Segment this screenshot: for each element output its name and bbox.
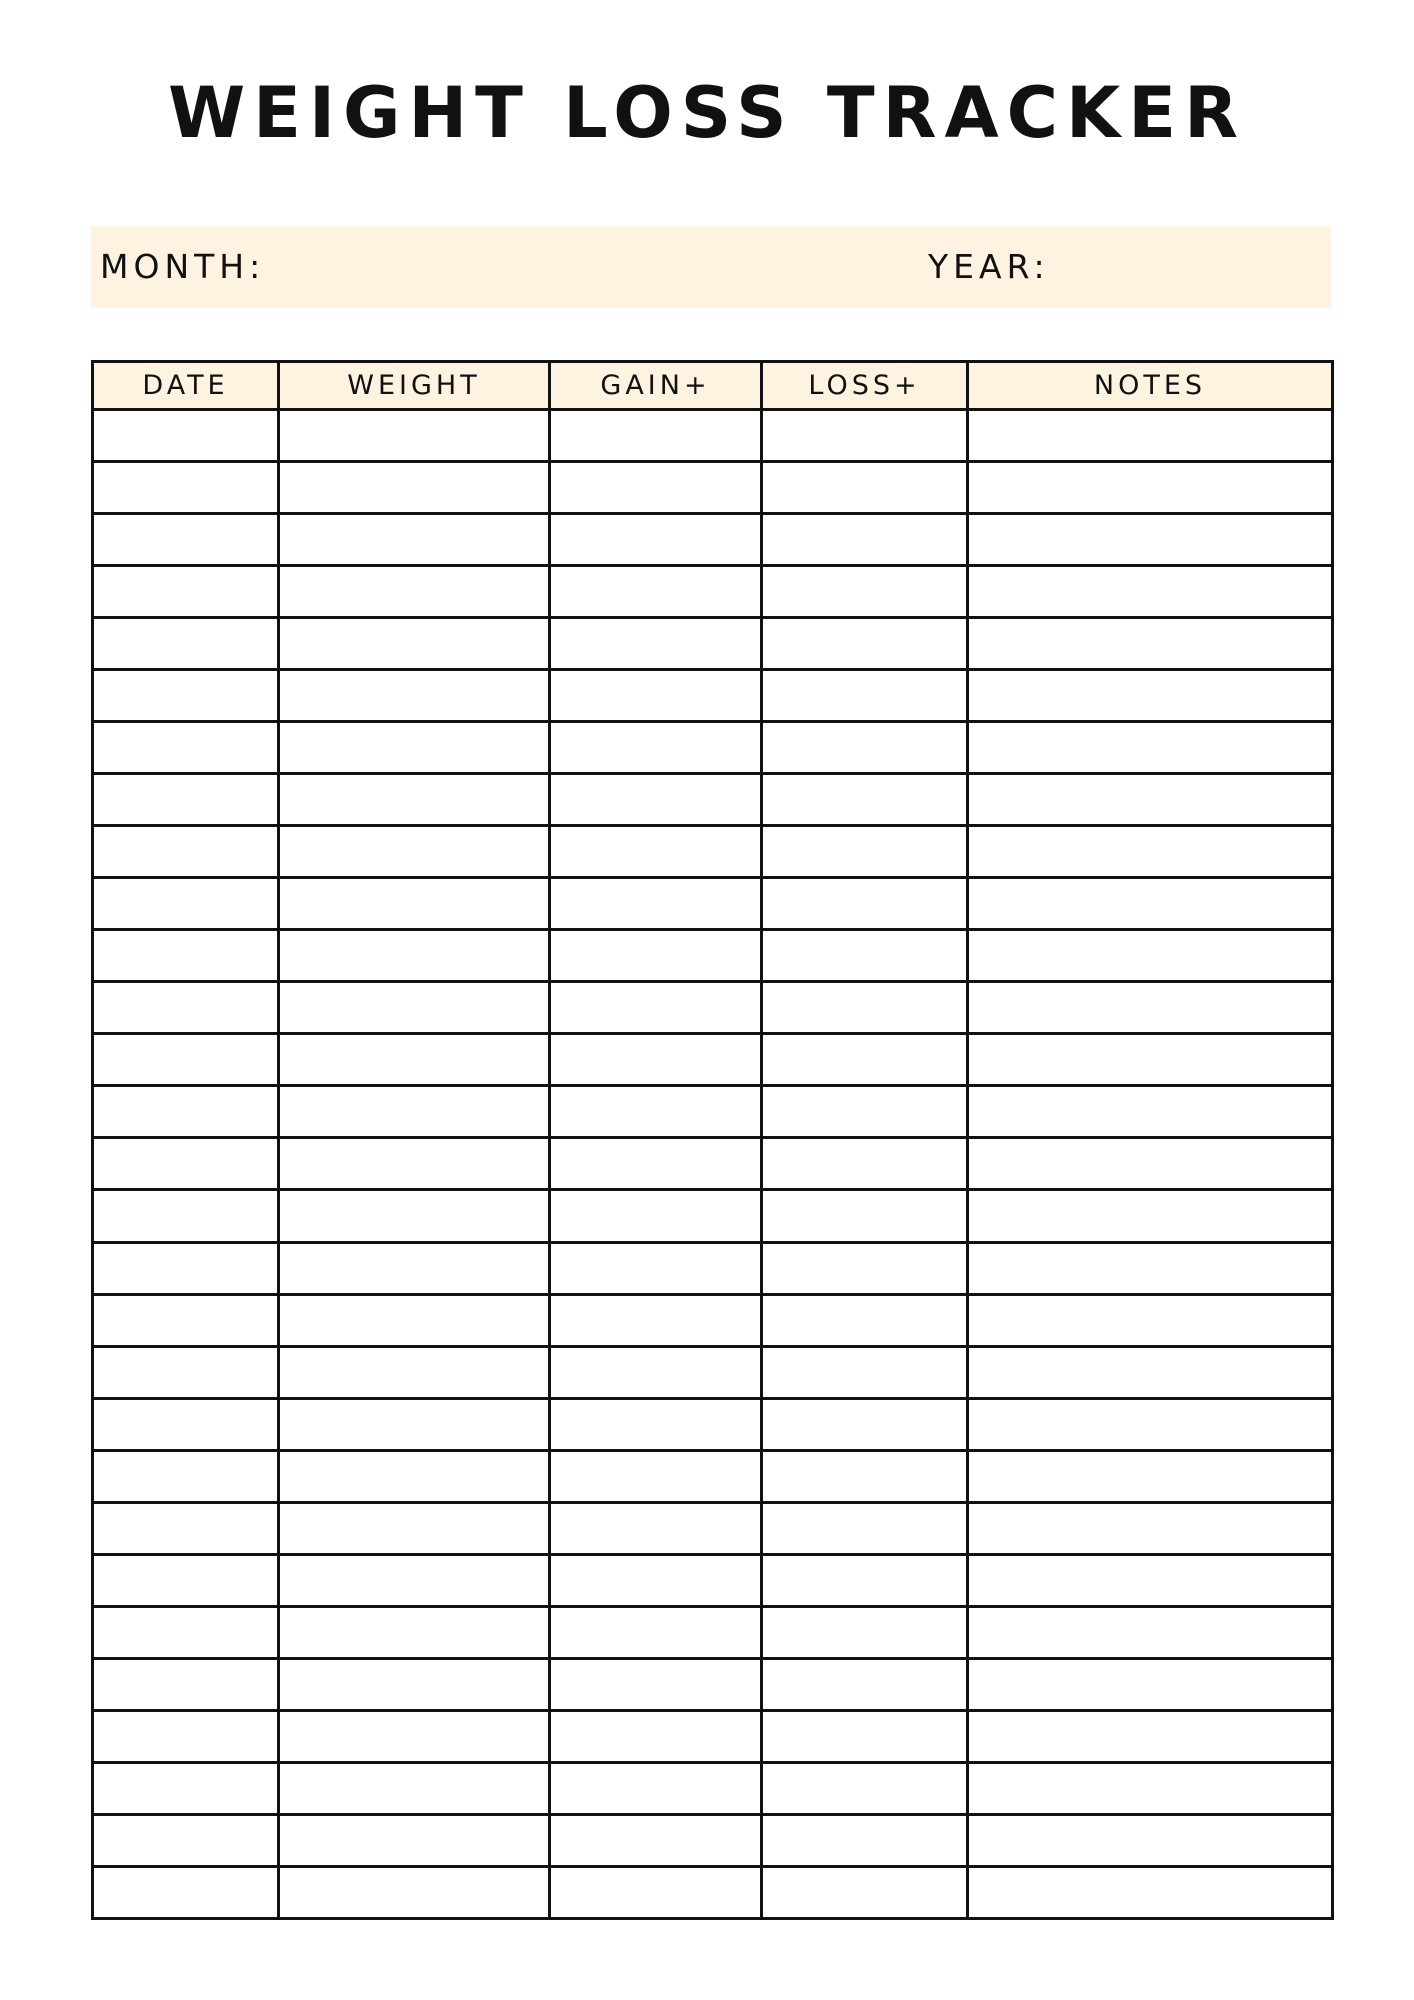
column-header-notes: NOTES	[968, 362, 1333, 410]
table-row	[93, 826, 1333, 878]
table-row	[93, 618, 1333, 670]
gain-cell[interactable]	[550, 878, 762, 930]
loss-cell[interactable]	[762, 1450, 968, 1502]
date-cell[interactable]	[93, 930, 279, 982]
table-row	[93, 1086, 1333, 1138]
date-cell[interactable]	[93, 1242, 279, 1294]
table-row	[93, 1502, 1333, 1554]
notes-cell[interactable]	[968, 1034, 1333, 1086]
gain-cell[interactable]	[550, 774, 762, 826]
table-row	[93, 1658, 1333, 1710]
loss-cell[interactable]	[762, 566, 968, 618]
notes-cell[interactable]	[968, 1450, 1333, 1502]
date-cell[interactable]	[93, 1450, 279, 1502]
gain-cell[interactable]	[550, 826, 762, 878]
table-row	[93, 1190, 1333, 1242]
gain-cell[interactable]	[550, 670, 762, 722]
loss-cell[interactable]	[762, 618, 968, 670]
loss-cell[interactable]	[762, 982, 968, 1034]
column-header-gain: GAIN+	[550, 362, 762, 410]
weight-cell[interactable]	[279, 722, 550, 774]
date-cell[interactable]	[93, 1866, 279, 1918]
weight-cell[interactable]	[279, 1138, 550, 1190]
table-row	[93, 1346, 1333, 1398]
gain-cell[interactable]	[550, 1762, 762, 1814]
weight-cell[interactable]	[279, 1398, 550, 1450]
gain-cell[interactable]	[550, 1242, 762, 1294]
notes-cell[interactable]	[968, 1710, 1333, 1762]
table-row	[93, 982, 1333, 1034]
table-row	[93, 1866, 1333, 1918]
date-cell[interactable]	[93, 1034, 279, 1086]
notes-cell[interactable]	[968, 878, 1333, 930]
weight-cell[interactable]	[279, 1190, 550, 1242]
notes-cell[interactable]	[968, 1242, 1333, 1294]
loss-cell[interactable]	[762, 774, 968, 826]
notes-cell[interactable]	[968, 618, 1333, 670]
gain-cell[interactable]	[550, 1502, 762, 1554]
notes-cell[interactable]	[968, 1814, 1333, 1866]
weight-cell[interactable]	[279, 1502, 550, 1554]
notes-cell[interactable]	[968, 1866, 1333, 1918]
gain-cell[interactable]	[550, 1450, 762, 1502]
notes-cell[interactable]	[968, 722, 1333, 774]
date-cell[interactable]	[93, 774, 279, 826]
weight-cell[interactable]	[279, 566, 550, 618]
loss-cell[interactable]	[762, 1814, 968, 1866]
notes-cell[interactable]	[968, 1554, 1333, 1606]
loss-cell[interactable]	[762, 1034, 968, 1086]
gain-cell[interactable]	[550, 1294, 762, 1346]
weight-cell[interactable]	[279, 1294, 550, 1346]
date-cell[interactable]	[93, 826, 279, 878]
date-cell[interactable]	[93, 618, 279, 670]
gain-cell[interactable]	[550, 462, 762, 514]
loss-cell[interactable]	[762, 514, 968, 566]
loss-cell[interactable]	[762, 1346, 968, 1398]
table-row	[93, 670, 1333, 722]
weight-cell[interactable]	[279, 1242, 550, 1294]
gain-cell[interactable]	[550, 1190, 762, 1242]
gain-cell[interactable]	[550, 982, 762, 1034]
date-cell[interactable]	[93, 462, 279, 514]
gain-cell[interactable]	[550, 1034, 762, 1086]
table-row	[93, 1606, 1333, 1658]
table-row	[93, 1450, 1333, 1502]
table-row	[93, 410, 1333, 462]
weight-cell[interactable]	[279, 774, 550, 826]
loss-cell[interactable]	[762, 1294, 968, 1346]
table-row	[93, 566, 1333, 618]
gain-cell[interactable]	[550, 1606, 762, 1658]
notes-cell[interactable]	[968, 1606, 1333, 1658]
weight-cell[interactable]	[279, 1450, 550, 1502]
page-title: WEIGHT LOSS TRACKER	[167, 72, 1247, 154]
notes-cell[interactable]	[968, 1190, 1333, 1242]
loss-cell[interactable]	[762, 1762, 968, 1814]
notes-cell[interactable]	[968, 1346, 1333, 1398]
date-cell[interactable]	[93, 1086, 279, 1138]
loss-cell[interactable]	[762, 1502, 968, 1554]
weight-cell[interactable]	[279, 618, 550, 670]
date-cell[interactable]	[93, 1554, 279, 1606]
weight-cell[interactable]	[279, 1034, 550, 1086]
gain-cell[interactable]	[550, 514, 762, 566]
notes-cell[interactable]	[968, 1658, 1333, 1710]
table-row	[93, 930, 1333, 982]
notes-cell[interactable]	[968, 826, 1333, 878]
weight-cell[interactable]	[279, 1710, 550, 1762]
weight-cell[interactable]	[279, 1814, 550, 1866]
date-cell[interactable]	[93, 1502, 279, 1554]
gain-cell[interactable]	[550, 566, 762, 618]
notes-cell[interactable]	[968, 1502, 1333, 1554]
column-header-date: DATE	[93, 362, 279, 410]
gain-cell[interactable]	[550, 1710, 762, 1762]
weight-cell[interactable]	[279, 1762, 550, 1814]
table-row	[93, 1814, 1333, 1866]
date-cell[interactable]	[93, 1658, 279, 1710]
loss-cell[interactable]	[762, 670, 968, 722]
gain-cell[interactable]	[550, 618, 762, 670]
gain-cell[interactable]	[550, 1346, 762, 1398]
table-row	[93, 722, 1333, 774]
gain-cell[interactable]	[550, 930, 762, 982]
table-row	[93, 1138, 1333, 1190]
date-cell[interactable]	[93, 722, 279, 774]
weight-cell[interactable]	[279, 1658, 550, 1710]
notes-cell[interactable]	[968, 410, 1333, 462]
notes-cell[interactable]	[968, 514, 1333, 566]
date-cell[interactable]	[93, 566, 279, 618]
weight-cell[interactable]	[279, 462, 550, 514]
weight-log-table	[91, 360, 1334, 1920]
notes-cell[interactable]	[968, 462, 1333, 514]
column-header-weight: WEIGHT	[279, 362, 550, 410]
date-cell[interactable]	[93, 1710, 279, 1762]
date-cell[interactable]	[93, 1762, 279, 1814]
gain-cell[interactable]	[550, 1554, 762, 1606]
table-row	[93, 1762, 1333, 1814]
table-row	[93, 462, 1333, 514]
table-row	[93, 1034, 1333, 1086]
date-cell[interactable]	[93, 1346, 279, 1398]
notes-cell[interactable]	[968, 1762, 1333, 1814]
weight-cell[interactable]	[279, 514, 550, 566]
table-row	[93, 774, 1333, 826]
date-cell[interactable]	[93, 1190, 279, 1242]
loss-cell[interactable]	[762, 1554, 968, 1606]
weight-cell[interactable]	[279, 982, 550, 1034]
loss-cell[interactable]	[762, 462, 968, 514]
loss-cell[interactable]	[762, 878, 968, 930]
loss-cell[interactable]	[762, 1138, 968, 1190]
table-row	[93, 514, 1333, 566]
loss-cell[interactable]	[762, 930, 968, 982]
month-year-bar	[91, 226, 1331, 308]
gain-cell[interactable]	[550, 410, 762, 462]
loss-cell[interactable]	[762, 1190, 968, 1242]
table-row	[93, 1554, 1333, 1606]
table-row	[93, 1294, 1333, 1346]
loss-cell[interactable]	[762, 1242, 968, 1294]
weight-cell[interactable]	[279, 1554, 550, 1606]
weight-cell[interactable]	[279, 410, 550, 462]
table-row	[93, 878, 1333, 930]
loss-cell[interactable]	[762, 1086, 968, 1138]
gain-cell[interactable]	[550, 1398, 762, 1450]
weight-cell[interactable]	[279, 878, 550, 930]
notes-cell[interactable]	[968, 566, 1333, 618]
weight-cell[interactable]	[279, 826, 550, 878]
date-cell[interactable]	[93, 670, 279, 722]
notes-cell[interactable]	[968, 982, 1333, 1034]
table-header-row	[93, 362, 1333, 410]
weight-cell[interactable]	[279, 1606, 550, 1658]
gain-cell[interactable]	[550, 722, 762, 774]
date-cell[interactable]	[93, 1138, 279, 1190]
loss-cell[interactable]	[762, 1866, 968, 1918]
gain-cell[interactable]	[550, 1866, 762, 1918]
notes-cell[interactable]	[968, 1398, 1333, 1450]
date-cell[interactable]	[93, 878, 279, 930]
loss-cell[interactable]	[762, 1606, 968, 1658]
gain-cell[interactable]	[550, 1086, 762, 1138]
date-cell[interactable]	[93, 1398, 279, 1450]
loss-cell[interactable]	[762, 1710, 968, 1762]
date-cell[interactable]	[93, 1606, 279, 1658]
column-header-loss: LOSS+	[762, 362, 968, 410]
date-cell[interactable]	[93, 1294, 279, 1346]
table-row	[93, 1242, 1333, 1294]
weight-cell[interactable]	[279, 1086, 550, 1138]
notes-cell[interactable]	[968, 670, 1333, 722]
gain-cell[interactable]	[550, 1138, 762, 1190]
year-label: YEAR:	[928, 247, 1050, 286]
month-label: MONTH:	[100, 247, 266, 286]
weight-cell[interactable]	[279, 1346, 550, 1398]
weight-cell[interactable]	[279, 930, 550, 982]
gain-cell[interactable]	[550, 1658, 762, 1710]
loss-cell[interactable]	[762, 410, 968, 462]
loss-cell[interactable]	[762, 1398, 968, 1450]
date-cell[interactable]	[93, 514, 279, 566]
gain-cell[interactable]	[550, 1814, 762, 1866]
weight-cell[interactable]	[279, 670, 550, 722]
table-body	[93, 410, 1333, 1919]
table-row	[93, 1398, 1333, 1450]
weight-cell[interactable]	[279, 1866, 550, 1918]
loss-cell[interactable]	[762, 1658, 968, 1710]
notes-cell[interactable]	[968, 1138, 1333, 1190]
notes-cell[interactable]	[968, 1086, 1333, 1138]
date-cell[interactable]	[93, 1814, 279, 1866]
loss-cell[interactable]	[762, 722, 968, 774]
table-row	[93, 1710, 1333, 1762]
date-cell[interactable]	[93, 410, 279, 462]
notes-cell[interactable]	[968, 1294, 1333, 1346]
loss-cell[interactable]	[762, 826, 968, 878]
notes-cell[interactable]	[968, 774, 1333, 826]
notes-cell[interactable]	[968, 930, 1333, 982]
date-cell[interactable]	[93, 982, 279, 1034]
